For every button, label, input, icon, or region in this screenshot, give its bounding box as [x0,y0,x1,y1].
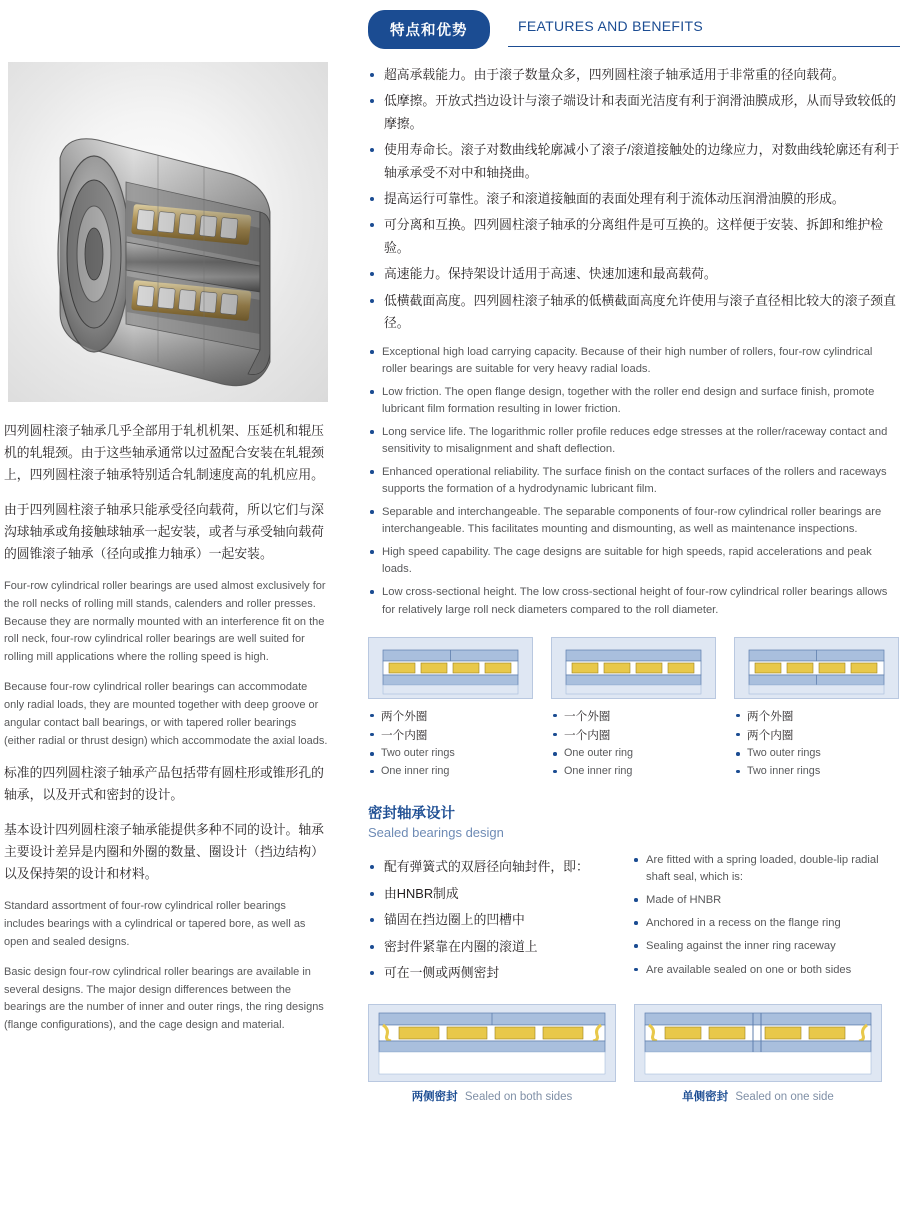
sealed-list-cn-wrap [368,850,616,988]
feature-cn-item: 高速能力。保持架设计适用于高速、快速加速和最高载荷。 [368,263,900,285]
sealed-diagram-row [368,1004,900,1082]
features-list-cn [368,64,900,334]
ring-config-3 [734,637,899,781]
ring-label-cn: 一个外圈 [551,707,716,726]
ring-config-1-diagram [368,637,533,699]
sealed-both-sides-icon [369,1005,615,1081]
ring-label-cn: 两个外圈 [368,707,533,726]
feature-cn-item: 低摩擦。开放式挡边设计与滚子端设计和表面光洁度有利于润滑油膜成形，从而导致较低的摩擦。 [368,90,900,135]
ring-config-2-diagram [551,637,716,699]
sealed-cn-item: 锚固在挡边圈上的凹槽中 [368,909,616,931]
left-cn-paragraph-4: 基本设计四列圆柱滚子轴承能提供多种不同的设计。轴承主要设计差异是内圈和外圈的数量、圈设计（挡边结构）以及保持架的设计和材料。 [4,822,324,882]
feature-en-item: Low friction. The open flange design, together with the roller end design and surface finish, promote lubricant film formation resulting in lower friction. [368,384,900,418]
feature-cn-item: 可分离和互换。四列圆柱滚子轴承的分离组件是可互换的。这样便于安装、拆卸和维护检验。 [368,214,900,259]
sealed-list-en-wrap [632,850,894,988]
ring-configuration-row [368,637,900,781]
ring-label-cn: 两个外圈 [734,707,899,726]
features-list-en [368,344,900,618]
section-header [368,6,900,58]
ring-config-2-labels [551,707,716,781]
sealed-en-item: Are available sealed on one or both sides [632,962,894,979]
bearing-cross-section-icon [552,638,715,698]
bearing-cross-section-icon [369,638,532,698]
left-text-block [0,420,333,1035]
sealed-en-item: Made of HNBR [632,892,894,909]
left-cn-paragraph-2: 由于四列圆柱滚子轴承只能承受径向载荷，所以它们与深沟球轴承或角接触球轴承一起安装，或者与承受轴向载荷的圆锥滚子轴承（径向或推力轴承）一起安装。 [4,502,324,561]
feature-en-item: Long service life. The logarithmic roller profile reduces edge stresses at the roller/raceway contact and sensitivity to misalignment and shaft deflection. [368,424,900,458]
left-en-paragraph-4: Basic design four-row cylindrical roller bearings are available in several designs. The major design differences between the bearings are the number of inner and outer rings, the ring designs (flange configurations), and the cage design and material. [4,965,324,1032]
sealed-one-side-diagram [634,1004,882,1082]
sealed-caption-both-cn: 两侧密封 [411,1091,458,1104]
ring-config-3-labels [734,707,899,781]
sealed-list-en [632,852,894,978]
feature-cn-item: 使用寿命长。滚子对数曲线轮廓减小了滚子/滚道接触处的边缘应力，对数曲线轮廓还有利于轴承承受不对中和轴挠曲。 [368,139,900,184]
feature-cn-item: 超高承载能力。由于滚子数量众多，四列圆柱滚子轴承适用于非常重的径向载荷。 [368,64,900,86]
sealed-cn-item: 配有弹簧式的双唇径向轴封件，即： [368,856,616,878]
sealed-caption-one-en: Sealed on one side [735,1091,834,1104]
sealed-caption-both [368,1088,616,1104]
sealed-caption-one-cn: 单侧密封 [682,1091,729,1104]
ring-label-en: Two inner rings [734,763,899,780]
header-divider [508,46,900,47]
sealed-en-item: Are fitted with a spring loaded, double-lip radial shaft seal, which is: [632,852,894,886]
section-badge-cn: 特点和优势 [368,10,490,49]
left-column [0,0,345,1228]
left-en-paragraph-2: Because four-row cylindrical roller bearings can accommodate only radial loads, they are mounted together with deep groove or angular contact ball bearings, or with tapered roller bearings (either radial or thrust design) which accommodate the axial loads. [4,681,328,747]
ring-label-en: One inner ring [551,763,716,780]
sealed-captions [368,1088,900,1104]
sealed-cn-item: 可在一侧或两侧密封 [368,962,616,984]
sealed-list-cn [368,856,616,984]
sealed-both-sides-diagram [368,1004,616,1082]
right-column [368,0,900,1228]
bearing-product-photo [8,62,328,402]
sealed-en-item: Sealing against the inner ring raceway [632,938,894,955]
feature-en-item: High speed capability. The cage designs are suitable for high speeds, rapid accelerations and peak loads. [368,544,900,578]
feature-en-item: Enhanced operational reliability. The surface finish on the contact surfaces of the rollers and raceways supports the formation of a hydrodynamic lubricant film. [368,464,900,498]
ring-config-2 [551,637,716,781]
feature-en-item: Exceptional high load carrying capacity. Because of their high number of rollers, four-row cylindrical roller bearings are suitable for very heavy radial loads. [368,344,900,378]
ring-label-en: One outer ring [551,745,716,762]
sealed-en-item: Anchored in a recess on the flange ring [632,915,894,932]
sealed-cn-item: 密封件紧靠在内圈的滚道上 [368,936,616,958]
bearing-illustration [8,62,328,402]
bearing-cross-section-icon [735,638,898,698]
left-cn-paragraph-1: 四列圆柱滚子轴承几乎全部用于轧机机架、压延机和辊压机的轧辊颈。由于这些轴承通常以过盈配合安装在轧辊颈上，四列圆柱滚子轴承特别适合轧制速度高的轧机应用。 [4,423,324,482]
ring-label-en: One inner ring [368,763,533,780]
ring-label-cn: 两个内圈 [734,726,899,745]
ring-label-en: Two outer rings [368,745,533,762]
ring-config-3-diagram [734,637,899,699]
sealed-caption-one [634,1088,882,1104]
sealed-lists [368,850,900,988]
sealed-cn-item: 由HNBR制成 [368,883,616,905]
left-cn-paragraph-3: 标准的四列圆柱滚子轴承产品包括带有圆柱形或锥形孔的轴承，以及开式和密封的设计。 [4,765,324,803]
ring-label-cn: 一个内圈 [368,726,533,745]
ring-config-1-labels [368,707,533,781]
feature-cn-item: 提高运行可靠性。滚子和滚道接触面的表面处理有利于流体动压润滑油膜的形成。 [368,188,900,210]
section-title-en: FEATURES AND BENEFITS [518,18,703,34]
left-en-paragraph-3: Standard assortment of four-row cylindrical roller bearings includes bearings with a cylindrical or tapered bore, as well as open and sealed designs. [4,900,306,948]
feature-cn-item: 低横截面高度。四列圆柱滚子轴承的低横截面高度允许使用与滚子直径相比较大的滚子颈直径。 [368,290,900,335]
left-en-paragraph-1: Four-row cylindrical roller bearings are used almost exclusively for the roll necks of rolling mill stands, calenders and roller presses. Because they are normally mounted with an interference fit on the roll neck, four-row cylindrical roller bearings are well suited for rolling mill applications where the rolling speed is high. [4,580,326,664]
sealed-one-side-icon [635,1005,881,1081]
sealed-caption-both-en: Sealed on both sides [464,1091,573,1104]
sealed-section-title-en: Sealed bearings design [368,825,504,841]
ring-label-cn: 一个内圈 [551,726,716,745]
ring-label-en: Two outer rings [734,745,899,762]
ring-config-1 [368,637,533,781]
feature-en-item: Low cross-sectional height. The low cross-sectional height of four-row cylindrical roller bearings allows for relatively large roll neck diameters compared to the roll diameter. [368,584,900,618]
feature-en-item: Separable and interchangeable. The separable components of four-row cylindrical roller bearings are interchangeable. This facilitates mounting and dismounting, as well as maintenance inspections. [368,504,900,538]
sealed-section-title-cn: 密封轴承设计 [368,806,455,823]
